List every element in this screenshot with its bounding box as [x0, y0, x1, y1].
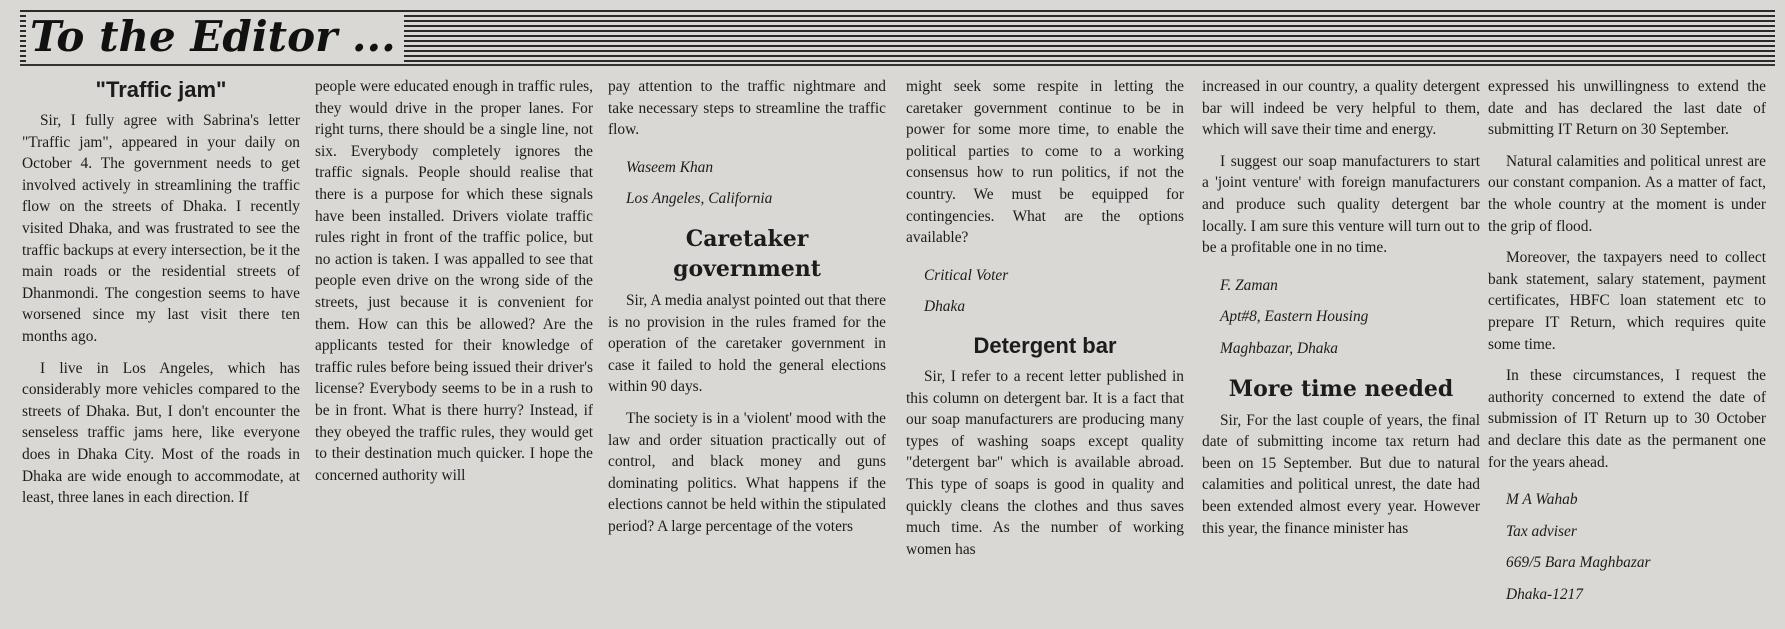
signature-line: Tax adviser	[1506, 522, 1577, 540]
letter-signature	[608, 157, 886, 210]
masthead-rule	[20, 64, 1775, 66]
letter-paragraph: Sir, I fully agree with Sabrina's letter "Traffic jam", appeared in your daily on October 4. The government needs to get involved actively in streamlining the traffic flow on the streets of Dhaka. I recently visited Dhaka, and was frustrated to see the traffic backups at every intersection, be it the main roads or the residential streets of Dhanmondi. The congestion seems to have worsened since my last visit there ten months ago.	[22, 112, 300, 345]
letter-headline: More time needed	[1228, 375, 1454, 402]
signature-line: F. Zaman	[1220, 276, 1278, 294]
letter-paragraph: Sir, I refer to a recent letter published in this column on detergent bar. It is a fact that our soap manufacturers are producing many types of washing soaps except quality "detergent bar" which is available abroad. This type of soaps is good in quality and quickly cleans the clothes and thus saves much time. As the number of working women has	[906, 367, 1184, 558]
signature-line: M A Wahab	[1506, 491, 1578, 509]
signature-line: Los Angeles, California	[626, 190, 773, 208]
letter-paragraph: I suggest our soap manufacturers to start a 'joint venture' with foreign manufacturers and produce such quality detergent bar locally. I am sure this venture will turn out to be a profitable one in no time.	[1202, 152, 1480, 257]
letter-paragraph: In these circumstances, I request the authority concerned to extend the date of submission of IT Return up to 30 October and declare this date as the permanent one for the years ahead.	[1488, 367, 1766, 471]
letter-signature	[1202, 275, 1480, 360]
signature-line: Apt#8, Eastern Housing	[1220, 308, 1369, 326]
column-2	[315, 76, 593, 624]
letter-paragraph: Natural calamities and political unrest are our constant companion. As a matter of fact, the whole country at the moment is under the grip of flood.	[1488, 152, 1766, 235]
column-5	[1202, 76, 1480, 624]
letter-paragraph: Sir, A media analyst pointed out that there is no provision in the rules framed for the operation of the caretaker government in case it failed to hold the general elections within 90 days.	[608, 291, 886, 396]
letter-signature	[1488, 489, 1766, 605]
letter-paragraph: The society is in a 'violent' mood with the law and order situation practically out of control, and black money and guns dominating politics. What happens if the elections cannot be held within the stipulated period? A large percentage of the voters	[608, 409, 886, 535]
section-masthead	[20, 10, 1775, 64]
letter-paragraph: people were educated enough in traffic rules, they would drive in the proper lanes. For right turns, there should be a single line, not six. Everybody completely ignores the traffic signals. People should realise that there is a purpose for which these signals have been installed. Drivers violate traffic rules right in front of the traffic police, but no action is taken. I was appalled to see that people even drive on the wrong side of the streets, just because it is convenient for them. How can this be allowed? Are the applicants tested for their knowledge of traffic rules before being issued their driver's license? Everybody seems to be in a rush to be in front. What is there hurry? Instead, if they obeyed the traffic rules, they would get to their destination much quicker. I hope the concerned authority will	[315, 78, 593, 484]
column-6	[1488, 76, 1766, 624]
column-3	[608, 76, 886, 624]
letter-paragraph: I live in Los Angeles, which has considerably more vehicles compared to the streets of Dhaka. But, I don't encounter the senseless traffic jams here, like everyone does in Dhaka City. Most of the roads in Dhaka are wide enough to accommodate, at least, three lanes in each direction. If	[22, 359, 300, 507]
letter-headline: Caretaker government	[673, 225, 821, 282]
letter-paragraph: pay attention to the traffic nightmare and take necessary steps to streamline the traffic flow.	[608, 78, 886, 139]
signature-line: Critical Voter	[924, 266, 1009, 284]
letter-paragraph: Sir, For the last couple of years, the final date of submitting income tax return had been on 15 September. But due to natural calamities and political unrest, the date had been extended almost every year. However this year, the finance minister has	[1202, 411, 1480, 537]
column-1	[22, 76, 300, 624]
letter-paragraph: Moreover, the taxpayers need to collect bank statement, salary statement, payment certificates, HBFC loan statement etc to prepare IT Return, which requires quite some time.	[1488, 249, 1766, 353]
signature-line: Dhaka	[924, 298, 966, 316]
letter-headline: Detergent bar	[973, 332, 1117, 358]
signature-line: Maghbazar, Dhaka	[1220, 339, 1338, 357]
letter-paragraph: expressed his unwillingness to extend the date and has declared the last date of submitting IT Return on 30 September.	[1488, 78, 1766, 139]
column-4	[906, 76, 1184, 624]
signature-line: 669/5 Bara Maghbazar	[1506, 554, 1651, 572]
signature-line: Waseem Khan	[626, 158, 714, 176]
letter-paragraph: might seek some respite in letting the caretaker government continue to be in power for some more time, to enable the political parties to come to a working consensus how to run politics, if not the country. We must be equipped for contingencies. What are the options available?	[906, 78, 1184, 247]
signature-line: Dhaka-1217	[1506, 585, 1583, 603]
section-title: To the Editor ...	[26, 12, 404, 62]
letter-headline: "Traffic jam"	[95, 77, 227, 102]
letter-signature	[906, 265, 1184, 318]
letter-paragraph: increased in our country, a quality detergent bar will indeed be very helpful to them, which will save their time and energy.	[1202, 78, 1480, 139]
